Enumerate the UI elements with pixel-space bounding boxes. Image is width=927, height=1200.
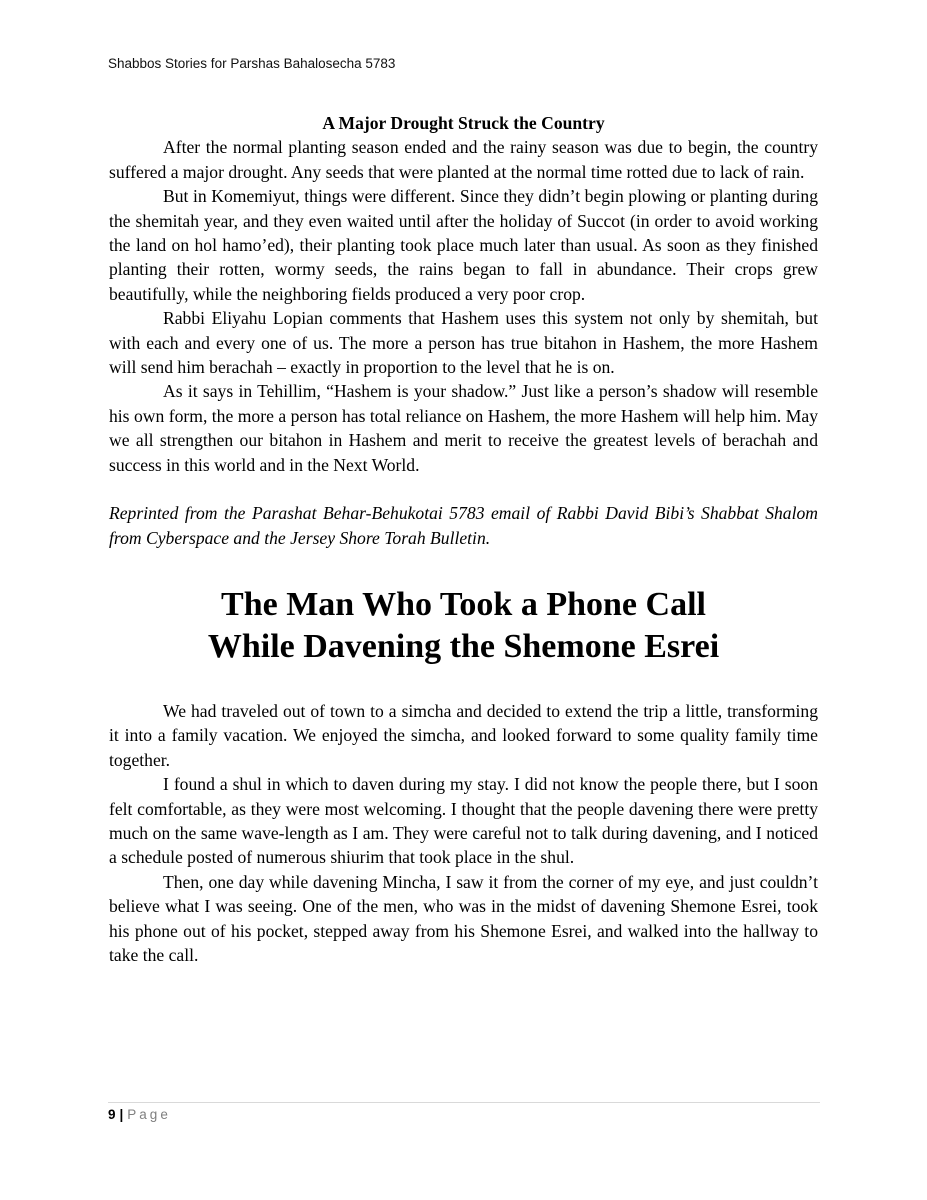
- story-paragraph: We had traveled out of town to a simcha and decided to extend the trip a little, transforming it into a family vacation. We enjoyed the simcha, and looked forward to some quality family time together.: [109, 700, 818, 770]
- story-paragraph: I found a shul in which to daven during my stay. I did not know the people there, but I soon felt comfortable, as they were most welcoming. I thought that the people davening there were pretty much on the same wave-length as I am. They were careful not to talk during davening, and I noticed a schedule posted of numerous shiurim that took place in the shul.: [109, 774, 818, 868]
- section-paragraph: But in Komemiyut, things were different. Since they didn’t begin plowing or planting during the shemitah year, and they even waited until after the holiday of Succot (in order to avoid working the land on hol hamo’ed), their planting took place much later than usual. As soon as they finished planting their rotten, wormy seeds, the rains began to fall in abundance. Their crops grew beautifully, while the neighboring fields produced a very poor crop.: [109, 186, 818, 304]
- story-paragraph: Then, one day while davening Mincha, I saw it from the corner of my eye, and just couldn’t believe what I was seeing. One of the men, who was in the midst of davening Shemone Esrei, took his phone out of his pocket, stepped away from his Shemone Esrei, and walked into the hallway to take the call.: [109, 871, 818, 965]
- page-footer: [108, 1107, 171, 1122]
- page-number: 9: [108, 1107, 116, 1122]
- section-paragraph: Rabbi Eliyahu Lopian comments that Hashem uses this system not only by shemitah, but with each and every one of us. The more a person has true bitahon in Hashem, the more Hashem will send him berachah – exactly in proportion to the level that he is on.: [109, 308, 818, 378]
- story-title-line-2: While Davening the Shemone Esrei: [207, 627, 720, 665]
- page-content: [109, 111, 818, 967]
- section-paragraph: As it says in Tehillim, “Hashem is your shadow.” Just like a person’s shadow will resemble his own form, the more a person has total reliance on Hashem, the more Hashem will help him. May we all strengthen our bitahon in Hashem and merit to receive the greatest levels of berachah and success in this world and in the Next World.: [109, 381, 818, 475]
- page-label: Page: [127, 1107, 171, 1122]
- reprint-credit: Reprinted from the Parashat Behar-Behukotai 5783 email of Rabbi David Bibi’s Shabbat Shalom from Cyberspace and the Jersey Shore Torah Bulletin.: [109, 503, 818, 548]
- section-paragraph: After the normal planting season ended and the rainy season was due to begin, the country suffered a major drought. Any seeds that were planted at the normal time rotted due to lack of rain.: [109, 137, 818, 182]
- story-title: [109, 584, 818, 668]
- story-body: [109, 699, 818, 967]
- footer-divider: [108, 1102, 820, 1103]
- section-heading: A Major Drought Struck the Country: [322, 113, 605, 133]
- story-title-line-1: The Man Who Took a Phone Call: [221, 585, 706, 623]
- page-header: Shabbos Stories for Parshas Bahalosecha 5783: [108, 56, 396, 71]
- footer-separator: |: [119, 1107, 124, 1122]
